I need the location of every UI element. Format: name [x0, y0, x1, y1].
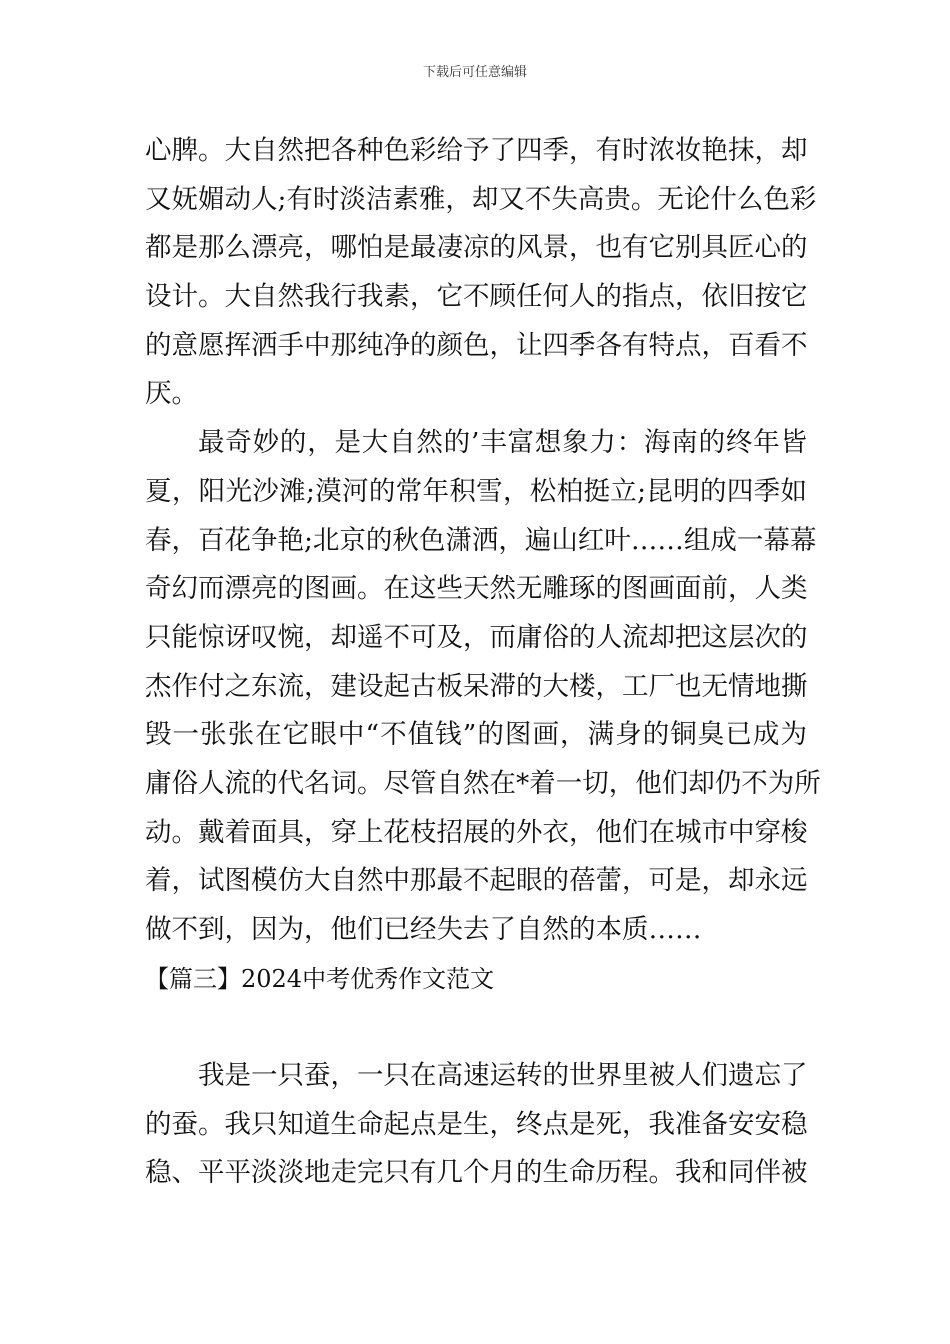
text-line: 我是一只蚕，一只在高速运转的世界里被人们遗忘了 [198, 1060, 808, 1092]
text-line: 着，试图模仿大自然中那最不起眼的蓓蕾，可是，却永远 [145, 865, 808, 897]
text-line: 的蚕。我只知道生命起点是生，终点是死，我准备安安稳 [145, 1108, 808, 1140]
page-header: 下载后可任意编辑 [422, 65, 527, 80]
text-line: 动。戴着面具，穿上花枝招展的外衣，他们在城市中穿梭 [145, 816, 808, 848]
document-body [145, 127, 821, 1198]
paragraph-2 [145, 419, 821, 955]
text-line: 稳、平平淡淡地走完只有几个月的生命历程。我和同伴被 [145, 1157, 808, 1189]
text-line: 设计。大自然我行我素，它不顾任何人的指点，依旧按它 [145, 281, 808, 313]
paragraph-3 [145, 1052, 807, 1198]
text-line: 春，百花争艳;北京的秋色潇洒，遍山红叶……组成一幕幕 [145, 524, 817, 556]
text-line: 又妩媚动人;有时淡洁素雅，却又不失高贵。无论什么色彩 [145, 183, 817, 215]
text-line: 杰作付之东流，建设起古板呆滞的大楼，工厂也无情地撕 [145, 670, 808, 702]
paragraph-1 [145, 127, 817, 419]
text-line: 毁一张张在它眼中“不值钱”的图画，满身的铜臭已成为 [145, 719, 807, 751]
text-line: 奇幻而漂亮的图画。在这些天然无雕琢的图画面前，人类 [145, 573, 808, 605]
text-line: 庸俗人流的代名词。尽管自然在*着一切，他们却仍不为所 [145, 767, 821, 799]
text-line: 做不到，因为，他们已经失去了自然的本质…… [145, 914, 702, 945]
section-heading: 【篇三】2024中考优秀作文范文 [145, 964, 495, 993]
text-line: 的意愿挥洒手中那纯净的颜色，让四季各有特点，百看不 [145, 329, 808, 361]
text-line: 厌。 [145, 378, 198, 410]
text-line: 心脾。大自然把各种色彩给予了四季，有时浓妆艳抹，却 [145, 135, 808, 166]
text-line: 只能惊讶叹惋，却遥不可及，而庸俗的人流却把这层次的 [145, 621, 808, 653]
text-line: 夏，阳光沙滩;漠河的常年积雪，松柏挺立;昆明的四季如 [145, 475, 807, 507]
blank-line [145, 1003, 807, 1052]
text-line: 都是那么漂亮，哪怕是最凄凉的风景，也有它别具匠心的 [145, 232, 808, 264]
text-line: 最奇妙的，是大自然的’丰富想象力：海南的终年皆 [198, 427, 807, 459]
